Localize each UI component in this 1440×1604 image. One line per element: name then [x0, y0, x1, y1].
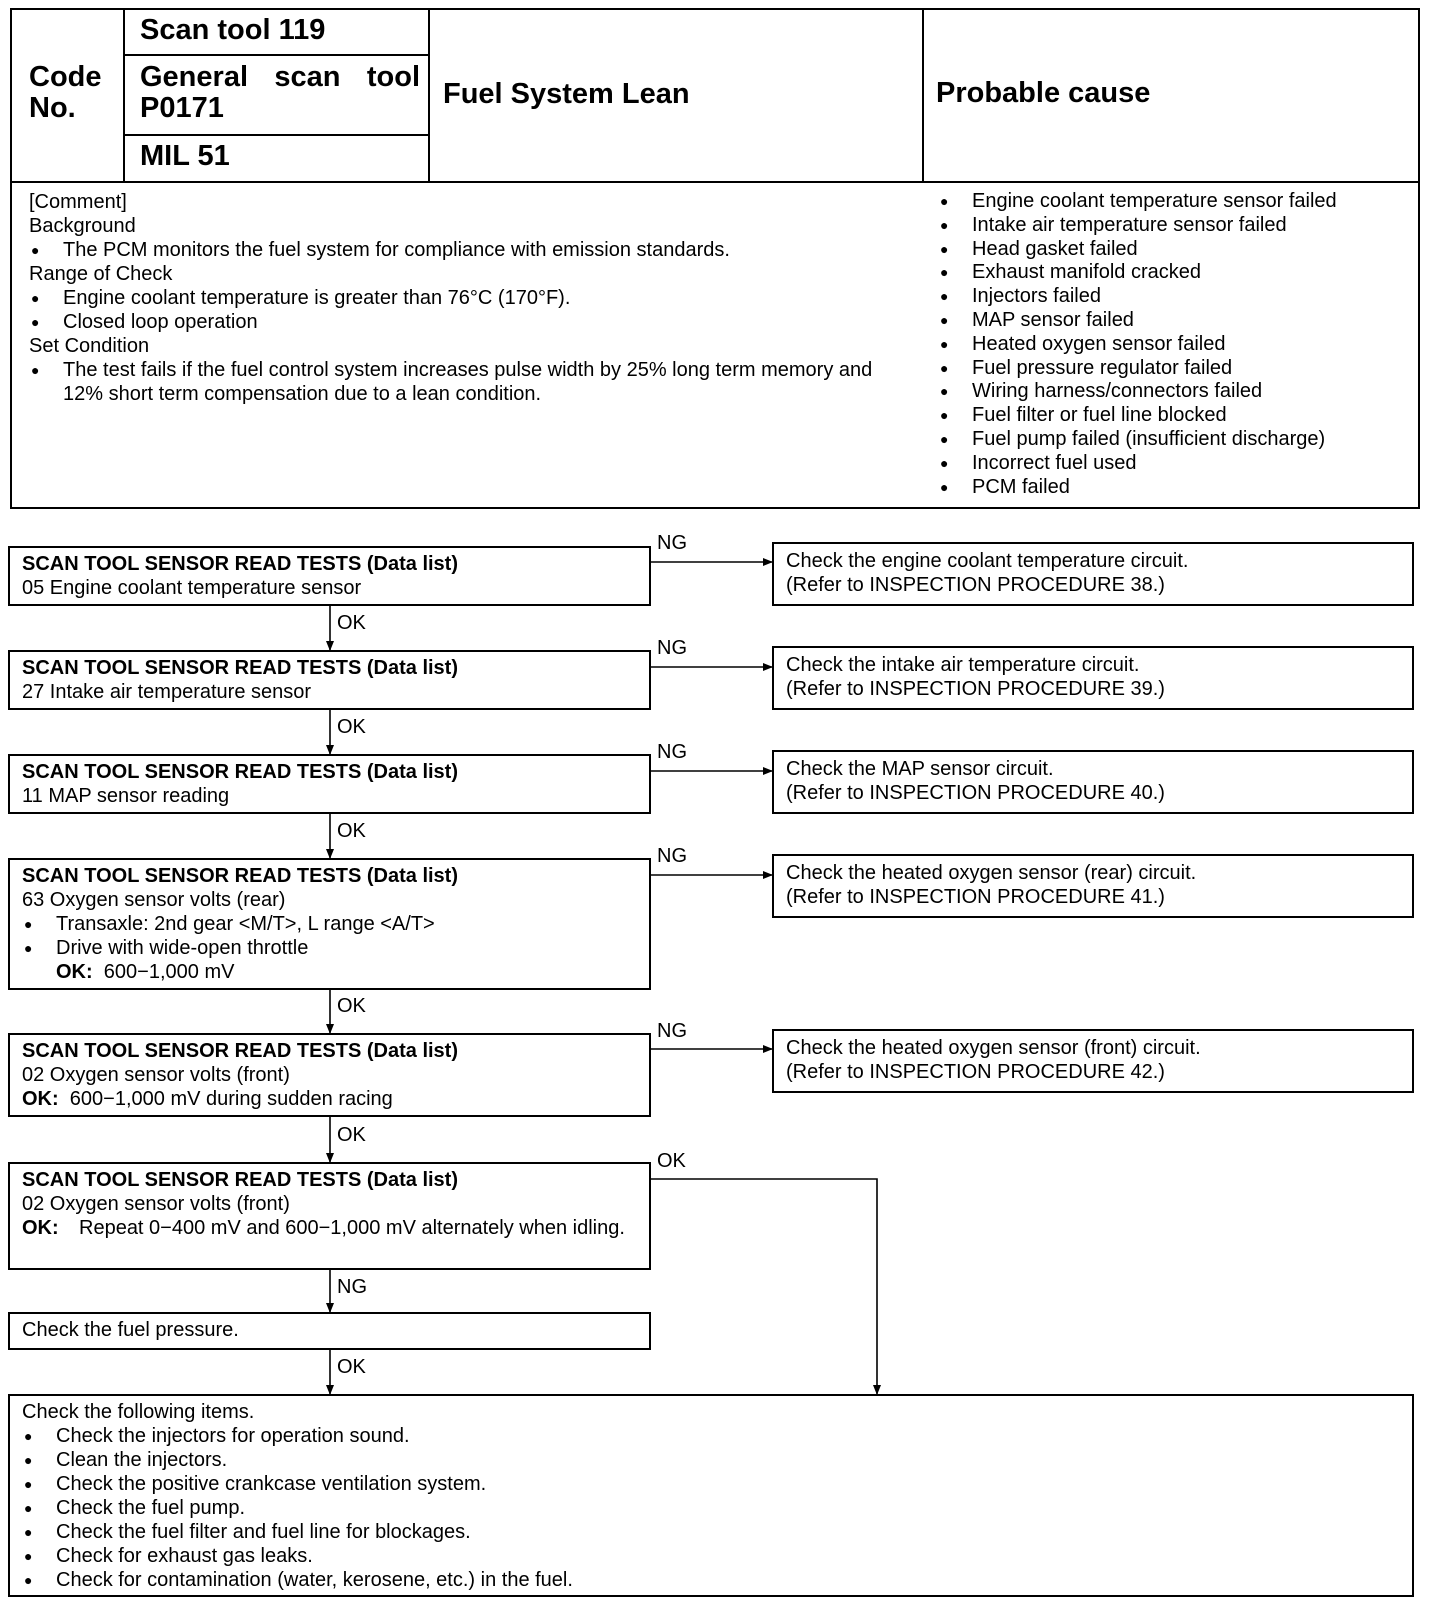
ok-bypass-arrow [651, 1179, 877, 1394]
final-check-item: ● Check for contamination (water, kerosene, etc.) in the fuel. [22, 1568, 1402, 1592]
final-check-item: ● Check for exhaust gas leaks. [22, 1544, 1402, 1568]
ok-label: OK [337, 820, 366, 842]
test-suffix: (Data list) [366, 761, 458, 783]
probable-cause-item: ● Exhaust manifold cracked [938, 261, 1416, 285]
background-item: ● The PCM monitors the fuel system for compliance with emission standards. [29, 238, 914, 262]
ok-label: OK [657, 1150, 686, 1172]
range-label: Range of Check [29, 263, 173, 285]
probable-cause-item: ● Head gasket failed [938, 238, 1416, 262]
probable-cause-item: ● Fuel pump failed (insufficient discharge) [938, 428, 1416, 452]
set-condition-item: ● The test fails if the fuel control system increases pulse width by 25% long term memory and 12% short term compensation due to a lean condition. [29, 358, 914, 406]
test-item: 27 Intake air temperature sensor [22, 681, 312, 703]
probable-cause-item: ● Intake air temperature sensor failed [938, 214, 1416, 238]
test-suffix: (Data list) [366, 1040, 458, 1062]
ng-action: Check the MAP sensor circuit. [786, 758, 1054, 780]
probable-cause-label: Probable cause [936, 77, 1151, 109]
test-condition: ● Drive with wide-open throttle [22, 936, 642, 960]
probable-cause-item: ● Fuel filter or fuel line blocked [938, 404, 1416, 428]
test-suffix: (Data list) [366, 657, 458, 679]
final-check-item: ● Check the fuel filter and fuel line for blockages. [22, 1520, 1402, 1544]
ng-action: Check the engine coolant temperature circuit. [786, 550, 1189, 572]
ng-action: Check the heated oxygen sensor (rear) circuit. [786, 862, 1197, 884]
ng-label: NG [657, 637, 687, 659]
probable-cause-item: ● Engine coolant temperature sensor failed [938, 190, 1416, 214]
ng-reference: (Refer to INSPECTION PROCEDURE 41.) [786, 886, 1165, 908]
final-check-item: ● Check the injectors for operation sound. [22, 1424, 1402, 1448]
ok-label: OK [337, 1356, 366, 1378]
probable-cause-item: ● Injectors failed [938, 285, 1416, 309]
range-item: ● Engine coolant temperature is greater than 76°C (170°F). [29, 286, 914, 310]
test-title: SCAN TOOL SENSOR READ TESTS [22, 865, 362, 887]
test-title: SCAN TOOL SENSOR READ TESTS [22, 761, 362, 783]
general-scan-tool-code: General scan tool P0171 [140, 61, 420, 124]
ng-label: NG [337, 1276, 367, 1298]
ng-label: NG [657, 845, 687, 867]
test-item: 02 Oxygen sensor volts (front) [22, 1193, 290, 1215]
ok-value: Repeat 0−400 mV and 600−1,000 mV alternately when idling. [79, 1217, 625, 1239]
ng-label: NG [657, 1020, 687, 1042]
probable-cause-item: ● Wiring harness/connectors failed [938, 380, 1416, 404]
test-suffix: (Data list) [366, 1169, 458, 1191]
ok-value: 600−1,000 mV [103, 961, 235, 983]
ok-prefix: OK: [22, 1217, 59, 1239]
ng-reference: (Refer to INSPECTION PROCEDURE 38.) [786, 574, 1165, 596]
ok-value: 600−1,000 mV during sudden racing [69, 1088, 393, 1110]
test-suffix: (Data list) [366, 553, 458, 575]
probable-cause-item: ● Fuel pressure regulator failed [938, 357, 1416, 381]
ng-reference: (Refer to INSPECTION PROCEDURE 39.) [786, 678, 1165, 700]
mil-code: MIL 51 [140, 140, 230, 172]
ng-reference: (Refer to INSPECTION PROCEDURE 40.) [786, 782, 1165, 804]
comment-heading: [Comment] [29, 191, 127, 213]
probable-cause-item: ● Heated oxygen sensor failed [938, 333, 1416, 357]
ok-prefix: OK: [56, 961, 93, 983]
ok-label: OK [337, 716, 366, 738]
ng-action: Check the intake air temperature circuit. [786, 654, 1140, 676]
test-title: SCAN TOOL SENSOR READ TESTS [22, 657, 362, 679]
ng-reference: (Refer to INSPECTION PROCEDURE 42.) [786, 1061, 1165, 1083]
test-item: 02 Oxygen sensor volts (front) [22, 1064, 290, 1086]
page-title: Fuel System Lean [443, 78, 690, 110]
ok-prefix: OK: [22, 1088, 59, 1110]
test-item: 11 MAP sensor reading [22, 785, 230, 807]
test-condition: ● Transaxle: 2nd gear <M/T>, L range <A/T> [22, 912, 642, 936]
final-check-item: ● Clean the injectors. [22, 1448, 1402, 1472]
fuel-pressure-text: Check the fuel pressure. [22, 1319, 239, 1341]
range-item: ● Closed loop operation [29, 310, 914, 334]
scan-tool-code: Scan tool 119 [140, 14, 326, 46]
test-item: 05 Engine coolant temperature sensor [22, 577, 362, 599]
ng-label: NG [657, 532, 687, 554]
final-check-item: ● Check the fuel pump. [22, 1496, 1402, 1520]
final-check-heading: Check the following items. [22, 1401, 255, 1423]
background-label: Background [29, 215, 136, 237]
ng-label: NG [657, 741, 687, 763]
test-title: SCAN TOOL SENSOR READ TESTS [22, 553, 362, 575]
probable-cause-item: ● MAP sensor failed [938, 309, 1416, 333]
ok-label: OK [337, 612, 366, 634]
probable-cause-item: ● PCM failed [938, 476, 1416, 500]
code-no-label: Code No. [29, 61, 102, 124]
ok-label: OK [337, 1124, 366, 1146]
test-item: 63 Oxygen sensor volts (rear) [22, 889, 286, 911]
ok-label: OK [337, 995, 366, 1017]
test-title: SCAN TOOL SENSOR READ TESTS [22, 1169, 362, 1191]
test-title: SCAN TOOL SENSOR READ TESTS [22, 1040, 362, 1062]
final-check-item: ● Check the positive crankcase ventilation system. [22, 1472, 1402, 1496]
set-condition-label: Set Condition [29, 335, 150, 357]
test-suffix: (Data list) [366, 865, 458, 887]
probable-cause-item: ● Incorrect fuel used [938, 452, 1416, 476]
ng-action: Check the heated oxygen sensor (front) circuit. [786, 1037, 1201, 1059]
